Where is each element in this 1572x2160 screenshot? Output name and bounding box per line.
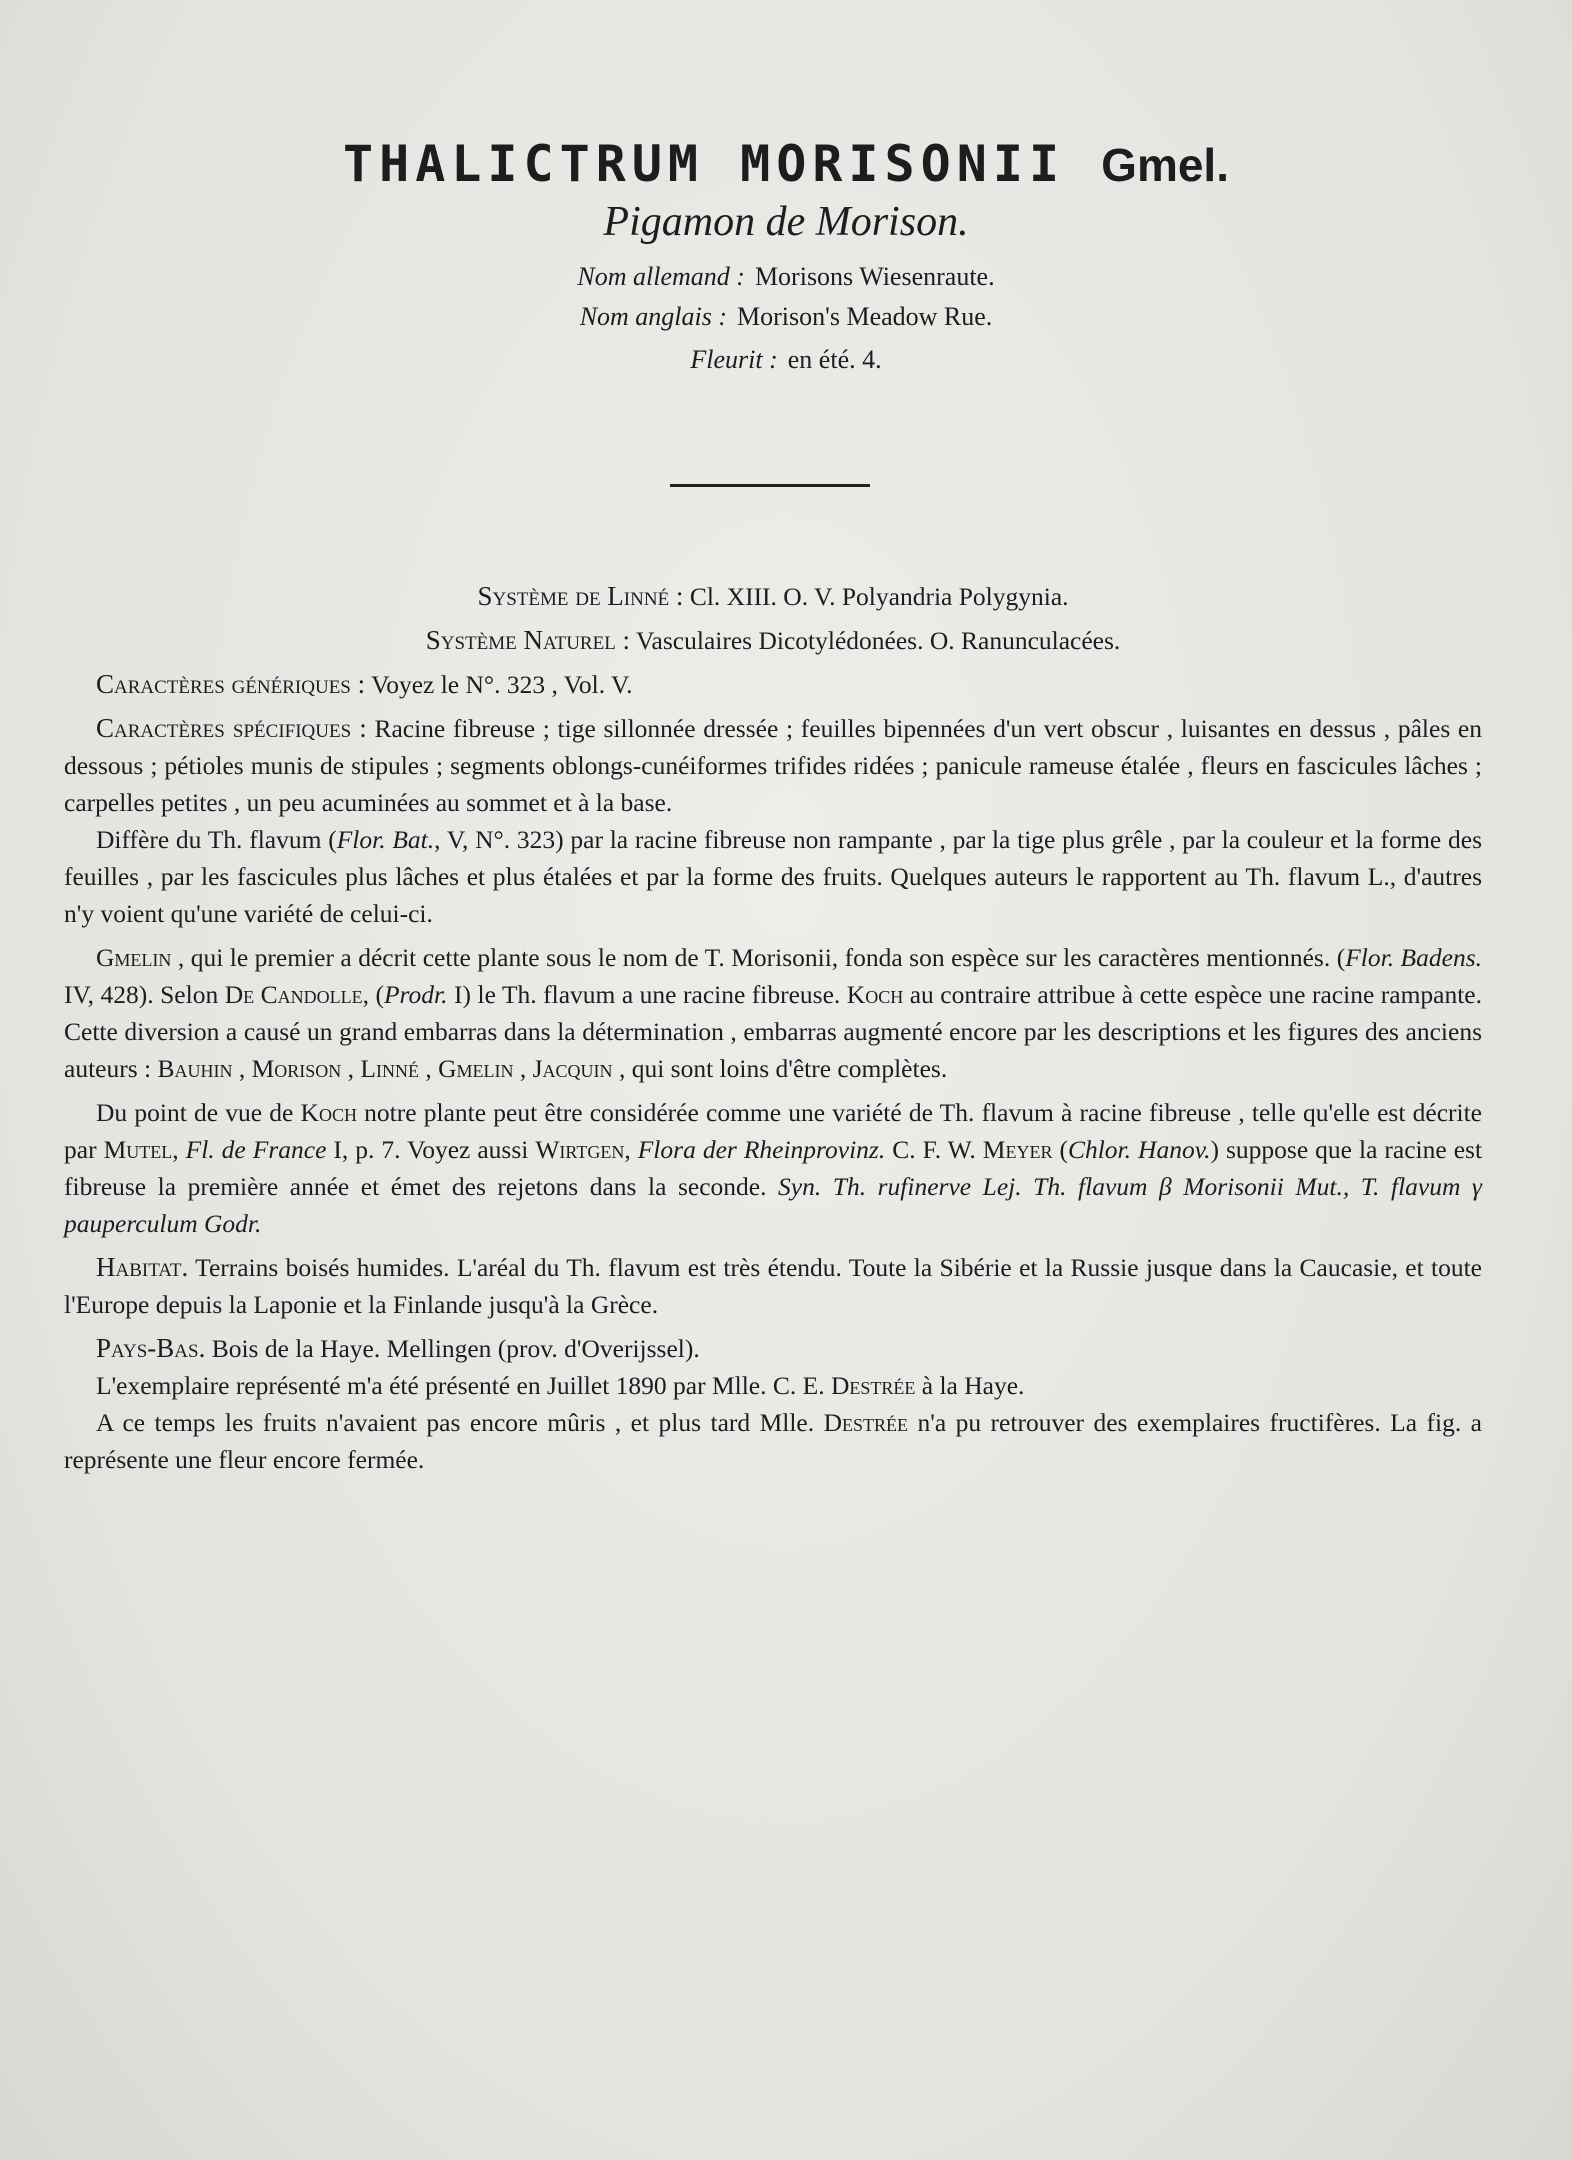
paragraph-koch: Du point de vue de Koch notre plante peut être considérée comme une variété de Th. flavum à racine fibreuse , telle qu'elle est décrite par Mutel, Fl. de France I, p. 7. Voyez aussi Wirtgen, Flora der Rheinprovinz. C. F. W. Meyer (Chlor. Hanov.) suppose que la racine est fibreuse la première année et émet des rejetons dans la seconde. Syn. Th. rufinerve Lej. Th. flavum β Morisonii Mut., T. flavum γ pauperculum Godr. xyxy=(64,1098,1483,1238)
flowering-value: en été. 4. xyxy=(787,345,882,374)
subtitle: Pigamon de Morison. xyxy=(603,199,969,245)
german-name-line xyxy=(0,262,1572,292)
divider xyxy=(670,484,870,487)
paragraph-gmelin: Gmelin , qui le premier a décrit cette plante sous le nom de T. Morisonii, fonda son espèce sur les caractères mentionnés. (Flor. Badens. IV, 428). Selon De Candolle, (Prodr. I) le Th. flavum a une racine fibreuse. Koch au contraire attribue à cette espèce une racine rampante. Cette diversion a causé un grand embarras dans la détermination , embarras augmenté encore par les descriptions et les figures des anciens auteurs : Bauhin , Morison , Linné , Gmelin , Jacquin , qui sont loins d'être complètes. xyxy=(64,943,1483,1083)
linne-system: Système de Linné : Cl. XIII. O. V. Polyandria Polygynia. xyxy=(477,581,1069,611)
specific-characters: Caractères spécifiques : Racine fibreuse ; tige sillonnée dressée ; feuilles bipennées d'un vert obscur , luisantes en dessus , pâles en dessous ; pétioles munis de stipules ; segments oblongs-cunéiformes trifides ridées ; panicule rameuse étalée , fleurs en fascicules lâches ; carpelles petites , un peu acuminées au sommet et à la base. xyxy=(64,713,1482,817)
page-title xyxy=(0,135,1572,193)
title-text: THALICTRUM MORISONII xyxy=(343,135,1066,193)
title-author: Gmel. xyxy=(1101,139,1229,191)
natural-system: Système Naturel : Vasculaires Dicotylédonées. O. Ranunculacées. xyxy=(425,625,1121,655)
english-label: Nom anglais : xyxy=(579,302,728,331)
german-name: Morisons Wiesenraute. xyxy=(754,262,995,291)
habitat: Habitat. Terrains boisés humides. L'aréal du Th. flavum est très étendu. Toute la Sibérie et la Russie jusque dans la Caucasie, et toute l'Europe depuis la Laponie et la Finlande jusqu'à la Grèce. xyxy=(64,1252,1482,1319)
english-name-line xyxy=(0,302,1572,332)
description-body xyxy=(64,578,1482,1478)
generic-characters: Caractères génériques : Voyez le N°. 323 , Vol. V. xyxy=(96,669,633,699)
english-name: Morison's Meadow Rue. xyxy=(737,302,993,331)
paragraph-fruits: A ce temps les fruits n'avaient pas encore mûris , et plus tard Mlle. Destrée n'a pu retrouver des exemplaires fructifères. La fig. a représente une fleur encore fermée. xyxy=(64,1408,1482,1474)
pays-bas: Pays-Bas. Bois de la Haye. Mellingen (prov. d'Overijssel). xyxy=(96,1333,700,1363)
paragraph-specimen: L'exemplaire représenté m'a été présenté en Juillet 1890 par Mlle. C. E. Destrée à la Haye. xyxy=(96,1371,1025,1400)
paragraph-differs: Diffère du Th. flavum (Flor. Bat., V, N°. 323) par la racine fibreuse non rampante , par la tige plus grêle , par la couleur et la forme des feuilles , par les fascicules plus lâches et plus étalées et par la forme des fruits. Quelques auteurs le rapportent au Th. flavum L., d'autres n'y voient qu'une variété de celui-ci. xyxy=(64,825,1483,928)
flowering-label: Fleurit : xyxy=(690,345,778,374)
flowering-line xyxy=(0,345,1572,375)
german-label: Nom allemand : xyxy=(577,262,745,291)
